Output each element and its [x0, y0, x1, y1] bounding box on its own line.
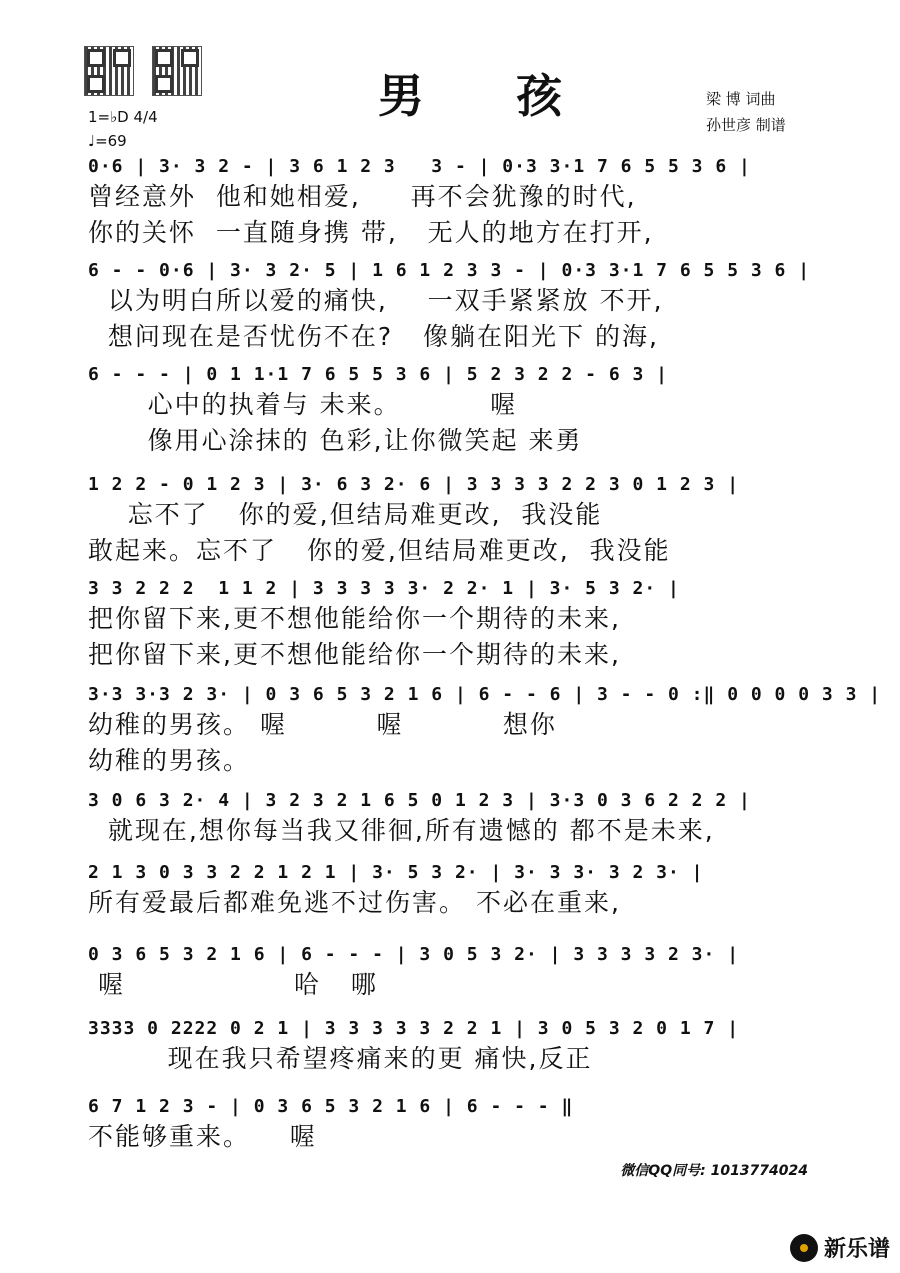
lyric-line-1: 现在我只希望疼痛来的更 痛快,反正: [88, 1044, 593, 1073]
lyric-line-2: 你的关怀 一直随身携 带, 无人的地方在打开,: [88, 218, 654, 247]
qr-code-left: [84, 46, 134, 96]
score-row-6: [88, 684, 882, 777]
lyric-line-2: 像用心涂抹的 色彩,让你微笑起 来勇: [88, 426, 583, 455]
key-signature: 1=♭D 4/4: [88, 108, 158, 126]
score-row-11: [88, 1096, 818, 1153]
lyric-line-1: 幼稚的男孩。 喔 喔 想你: [88, 710, 557, 739]
lyric-line-1: 把你留下来,更不想他能给你一个期待的未来,: [88, 604, 621, 633]
score-row-10: [88, 1018, 818, 1075]
score-row-9: [88, 944, 818, 1001]
notation: 3 0 6 3 2· 4 | 3 2 3 2 1 6 5 0 1 2 3 | 3·3 0 3 6 2 2 2 |: [88, 790, 751, 811]
score-row-2: [88, 260, 818, 353]
notation: 2 1 3 0 3 3 2 2 1 2 1 | 3· 5 3 2· | 3· 3 3· 3 2 3· |: [88, 862, 704, 883]
notation: 3 3 2 2 2 1 1 2 | 3 3 3 3 3· 2 2· 1 | 3· 5 3 2· |: [88, 578, 680, 599]
notation: 3·3 3·3 2 3· | 0 3 6 5 3 2 1 6 | 6 - - 6 | 3 - - 0 :‖ 0 0 0 0 3 3 |: [88, 684, 882, 705]
lyric-line-1: 心中的执着与 未来。 喔: [88, 390, 518, 419]
record-disc-icon: [790, 1234, 818, 1262]
lyric-line-1: 以为明白所以爱的痛快, 一双手紧紧放 不开,: [88, 286, 664, 315]
notation: 6 7 1 2 3 - | 0 3 6 5 3 2 1 6 | 6 - - - ‖: [88, 1096, 574, 1117]
lyric-line-2: 把你留下来,更不想他能给你一个期待的未来,: [88, 640, 621, 669]
notation: 6 - - - | 0 1 1·1 7 6 5 5 3 6 | 5 2 3 2 2 - 6 3 |: [88, 364, 669, 385]
lyric-line-1: 喔 哈 哪: [88, 970, 378, 999]
lyric-line-1: 不能够重来。 喔: [88, 1122, 317, 1151]
qr-code-right: [152, 46, 202, 96]
score-row-3: [88, 364, 818, 457]
score-row-5: [88, 578, 818, 671]
lyric-line-1: 忘不了 你的爱,但结局难更改, 我没能: [88, 500, 603, 529]
lyric-line-1: 所有爱最后都难免逃不过伤害。 不必在重来,: [88, 888, 621, 917]
notation: 3333 0 2222 0 2 1 | 3 3 3 3 3 2 2 1 | 3 0 5 3 2 0 1 7 |: [88, 1018, 740, 1039]
notation: 0 3 6 5 3 2 1 6 | 6 - - - | 3 0 5 3 2· | 3 3 3 3 2 3· |: [88, 944, 740, 965]
tempo: ♩=69: [88, 132, 127, 150]
lyric-line-1: 就现在,想你每当我又徘徊,所有遗憾的 都不是未来,: [88, 816, 715, 845]
notation: 1 2 2 - 0 1 2 3 | 3· 6 3 2· 6 | 3 3 3 3 2 2 3 0 1 2 3 |: [88, 474, 740, 495]
score-row-8: [88, 862, 818, 919]
notation: 0·6 | 3· 3 2 - | 3 6 1 2 3 3 - | 0·3 3·1 7 6 5 5 3 6 |: [88, 156, 751, 177]
score-row-7: [88, 790, 818, 847]
lyric-line-2: 敢起来。忘不了 你的爱,但结局难更改, 我没能: [88, 536, 671, 565]
song-title: 男 孩: [378, 69, 601, 123]
notation: 6 - - 0·6 | 3· 3 2· 5 | 1 6 1 2 3 3 - | 0·3 3·1 7 6 5 5 3 6 |: [88, 260, 811, 281]
score-row-4: [88, 474, 818, 567]
brand-logo: [790, 1232, 890, 1263]
lyric-line-1: 曾经意外 他和她相爱, 再不会犹豫的时代,: [88, 182, 637, 211]
lyric-music-credit: 梁 博 词曲: [706, 90, 776, 108]
contact-info: 微信QQ同号: 1013774024: [620, 1163, 808, 1179]
score-row-1: [88, 156, 818, 249]
brand-name: 新乐谱: [823, 1237, 890, 1262]
lyric-line-2: 幼稚的男孩。: [88, 746, 251, 775]
arranger-credit: 孙世彦 制谱: [706, 116, 786, 134]
lyric-line-2: 想问现在是否忧伤不在? 像躺在阳光下 的海,: [88, 322, 659, 351]
